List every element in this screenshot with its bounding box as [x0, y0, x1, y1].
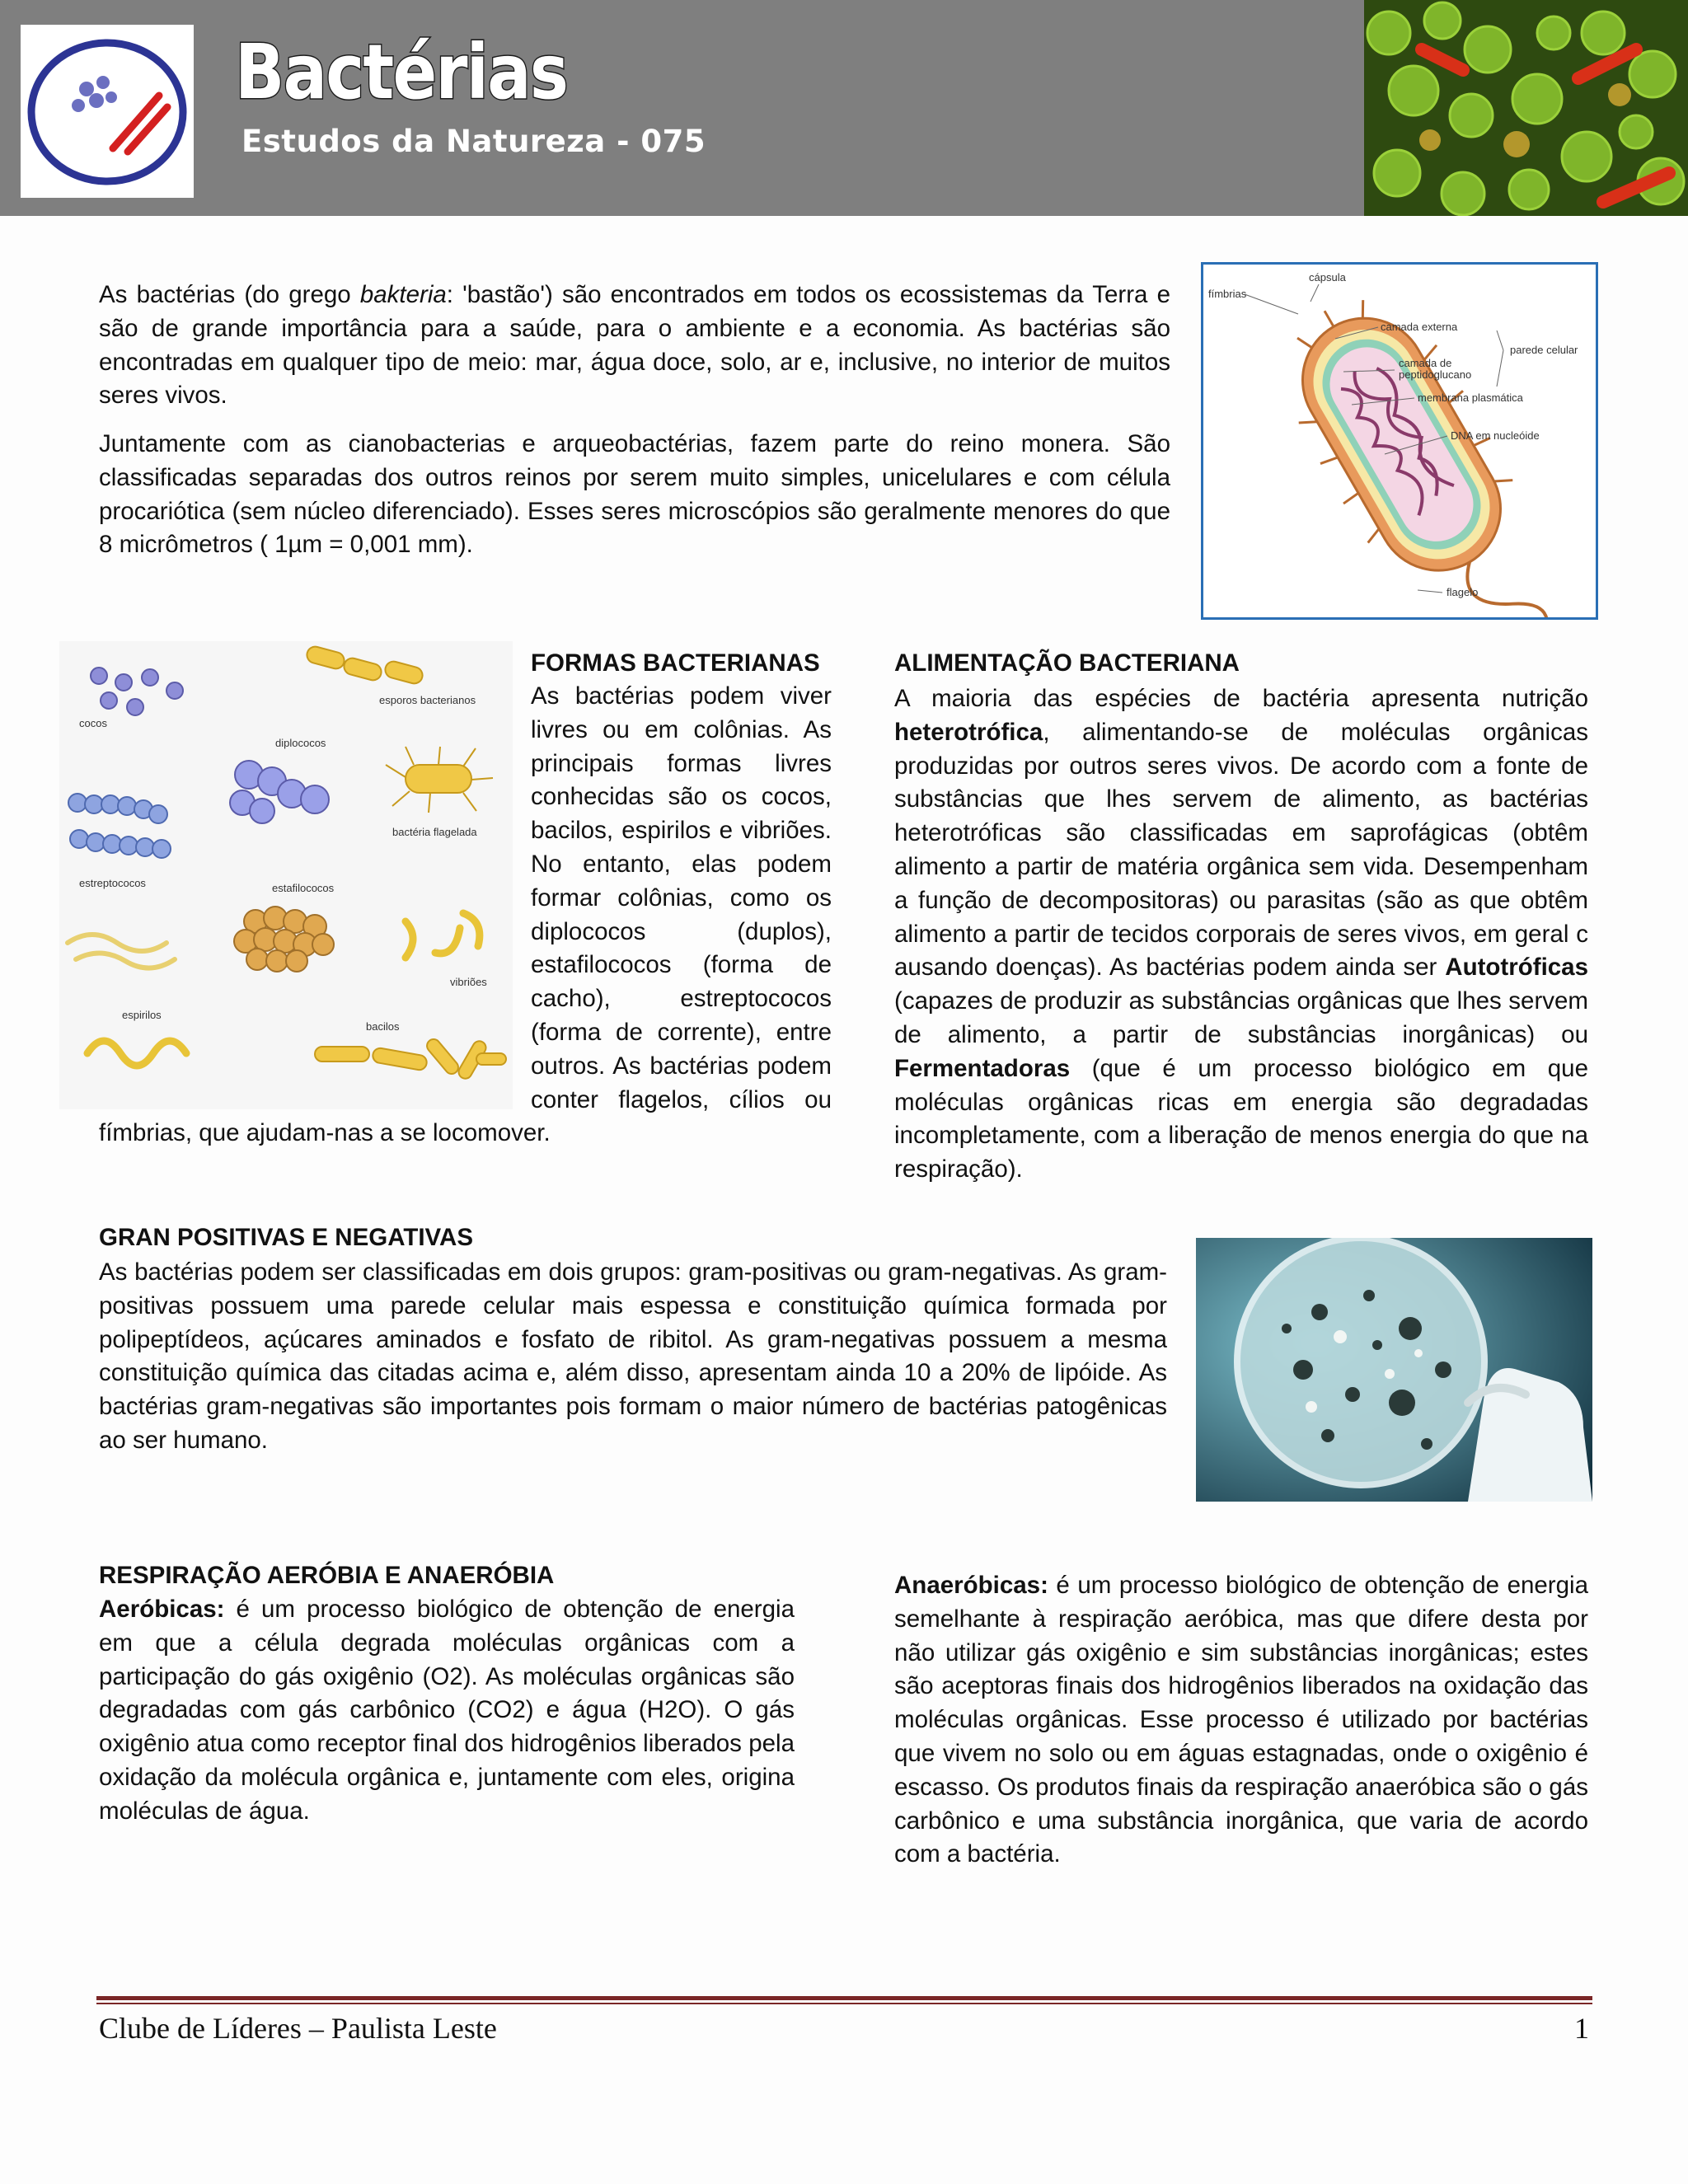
label-membrana: membrana plasmática — [1418, 391, 1523, 404]
page-subtitle: Estudos da Natureza - 075 — [241, 124, 706, 159]
petri-dish-photo — [1196, 1238, 1592, 1502]
intro-paragraph-1: As bactérias (do grego bakteria: 'bastão') são encontrados em todos os ecossistemas da Terra e são de grande importância para a saúde, para o ambiente e a economia. As bactérias são encontradas em qualquer tipo de meio: mar, água doce, solo, ar e, inclusive, no interior de muitos seres vivos. — [99, 281, 1170, 410]
bacteria-colony-photo — [1364, 0, 1688, 216]
label-flagelo: flagelo — [1447, 586, 1479, 598]
anaerobicas-text: Anaeróbicas: é um processo biológico de obtenção de energia semelhante à respiração aeróbica, mas que difere desta por não utilizar gás oxigênio e sim substâncias inorgânicas; estes são aceptoras finais dos hidrogênios liberados na oxidação das moléculas orgânicas. Esse processo é utilizado por bactérias que vivem no solo ou em águas estagnadas, onde o oxigênio é escasso. Os produtos finais da respiração anaeróbica são o gás carbônico e uma substância inorgânica, que varia de acordo com a bactéria. — [894, 1572, 1588, 1868]
bacteria-badge-logo — [21, 25, 194, 198]
footer-club-name: Clube de Líderes – Paulista Leste — [99, 2012, 497, 2045]
formas-text: As bactérias podem viver livres ou em colônias. As principais formas livres conhecidas são os cocos, bacilos, espirilos e vibriões. No entanto, elas podem formar colônias, como os diplococos (duplos), estafilococos (forma de cacho), estreptococos (forma de corrente), entre outros. As bactérias podem conter flagelos, cílios ou fímbrias, que ajudam-nas a se locomover. — [99, 682, 832, 1147]
alimentacao-text: A maioria das espécies de bactéria apresenta nutrição heterotrófica, alimentando-se de moléculas orgânicas produzidas por outros seres vivos. De acordo com a fonte de substâncias que lhes servem de alimento, as bactérias heterotróficas são classificadas em saprofágicas (obtêm alimento a partir de matéria orgânica sem vida. Desempenham a função de decompositoras) ou parasitas (são as que obtêm alimento a partir de tecidos corporais de seres vivos, em geral c ausando doenças). As bactérias podem ainda ser Autotróficas (capazes de produzir as substâncias orgânicas que lhes servem de alimento, a partir de substâncias inorgânicas) ou Fermentadoras (que é um processo biológico em que moléculas orgânicas ricas em energia são degradadas incompletamente, com a liberação de menos energia do que na respiração). — [894, 685, 1588, 1183]
formas-section — [99, 647, 832, 1151]
alimentacao-heading: ALIMENTAÇÃO BACTERIANA — [894, 649, 1240, 677]
footer-rule-thin — [96, 2003, 1592, 2004]
formas-heading: FORMAS BACTERIANAS — [531, 649, 820, 677]
gram-text: As bactérias podem ser classificadas em dois grupos: gram-positivas ou gram-negativas. As gram-positivas possuem uma parede celular mais espessa e constituição química formada por polipeptídeos, açúcares aminados e fosfato de ribitol. As gram-negativas possuem a mesma constituição química das citadas acima e, além disso, apresentam ainda 10 a 20% de lipóide. As bactérias gram-negativas são importantes pois formam o maior número de bactérias patogênicas ao ser humano. — [99, 1258, 1167, 1454]
respiracao-heading: RESPIRAÇÃO AERÓBIA E ANAERÓBIA — [99, 1562, 555, 1589]
page-header — [0, 0, 1688, 216]
label-bacilos: bacilos — [366, 1020, 400, 1033]
label-fimbrias: fímbrias — [1208, 288, 1247, 300]
page-number: 1 — [1574, 2012, 1589, 2045]
label-peptidoglucano-2: peptidoglucano — [1399, 368, 1472, 381]
aerobicas-text: Aeróbicas: é um processo biológico de obtenção de energia em que a célula degrada moléculas orgânicas com a participação do gás oxigênio (O2). As moléculas orgânicas são degradadas com gás carbônico (CO2) e água (H2O). O gás oxigênio atua como receptor final dos hidrogênios liberados pela oxidação da molécula orgânica e, juntamente com eles, origina moléculas de água. — [99, 1596, 795, 1825]
label-estreptococos: estreptococos — [79, 877, 146, 889]
label-camada-externa: camada externa — [1381, 321, 1458, 333]
label-estafilococos: estafilococos — [272, 882, 335, 894]
intro-paragraph-2: Juntamente com as cianobacterias e arqueobactérias, fazem parte do reino monera. São classificadas separadas dos outros reinos por serem muito simples, unicelulares e com célula procariótica (sem núcleo diferenciado). Esses seres microscópios são geralmente menores do que 8 micrômetros ( 1µm = 0,001 mm). — [99, 430, 1170, 559]
gram-heading: GRAN POSITIVAS E NEGATIVAS — [99, 1224, 474, 1251]
label-flagelada: bactéria flagelada — [392, 826, 477, 838]
label-diplococos: diplococos — [275, 737, 326, 749]
label-capsula: cápsula — [1309, 271, 1346, 284]
label-cocos: cocos — [79, 717, 107, 729]
label-espirilos: espirilos — [122, 1009, 162, 1021]
label-vibrioes: vibriões — [450, 976, 487, 988]
bacteria-structure-diagram — [1201, 262, 1598, 620]
label-parede-celular: parede celular — [1510, 344, 1578, 356]
footer-rule — [96, 1996, 1592, 2000]
label-peptidoglucano-1: camada de — [1399, 357, 1452, 369]
page-title: Bactérias — [235, 28, 568, 116]
label-esporos: esporos bacterianos — [379, 694, 476, 706]
label-dna: DNA em nucleóide — [1451, 429, 1540, 442]
